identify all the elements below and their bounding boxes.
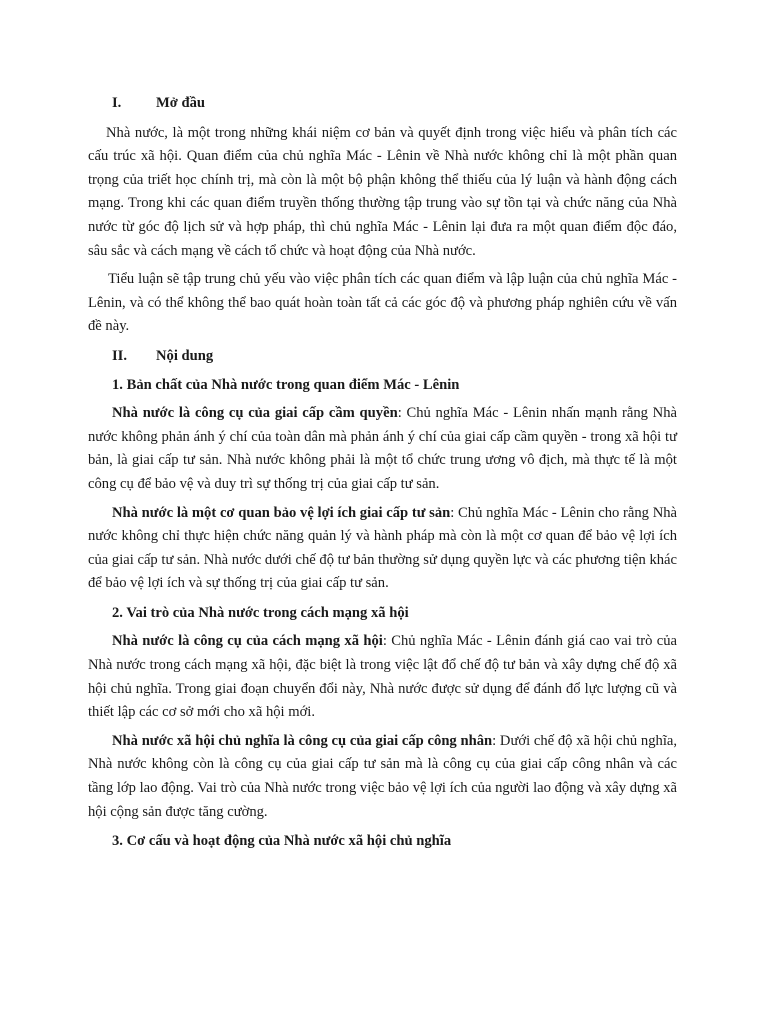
subsection-title-3: 3. Cơ cấu và hoạt động của Nhà nước xã hội chủ nghĩa xyxy=(112,833,452,850)
paragraph-body: : Chủ nghĩa Mác - Lênin cho rằng Nhà nước không chỉ thực hiện chức năng quản lý và hành pháp mà còn là một cơ quan để bảo vệ lợi ích của giai cấp tư sản. Nhà nước dưới chế độ tư bản thường sử dụng quyền lực và các phương tiện khác để bảo vệ lợi ích và sự thống trị của giai cấp tư sản. xyxy=(88,504,678,592)
paragraph-lead: Nhà nước là một cơ quan bảo vệ lợi ích giai cấp tư sản xyxy=(112,504,451,521)
section-heading-intro xyxy=(88,92,677,116)
paragraph-lead: Nhà nước là công cụ của giai cấp cầm quyền xyxy=(112,405,398,422)
subsection-title-2: 2. Vai trò của Nhà nước trong cách mạng xã hội xyxy=(112,604,409,621)
document-page xyxy=(88,92,677,854)
section-number: II. xyxy=(112,347,128,364)
subsection-title-1: 1. Bản chất của Nhà nước trong quan điểm Mác - Lênin xyxy=(112,376,460,393)
paragraph-body: : Dưới chế độ xã hội chủ nghĩa, Nhà nước không còn là công cụ của giai cấp tư sản mà là công cụ của giai cấp công nhân và các tầng lớp lao động. Vai trò của Nhà nước trong việc bảo vệ lợi ích của người lao động và xây dựng xã hội cộng sản được tăng cường. xyxy=(88,732,677,820)
section-heading-content xyxy=(88,345,677,369)
paragraph-body: : Chủ nghĩa Mác - Lênin nhấn mạnh rằng Nhà nước không phản ánh ý chí của toàn dân mà phản ánh ý chí của giai cấp cầm quyền - trong xã hội tư bản, là giai cấp tư sản. Nhà nước không phải là một tổ chức trung ương vô địch, mà thực tế là một công cụ để bảo vệ và duy trì sự thống trị của giai cấp tư sản. xyxy=(88,405,677,492)
subsection-1-paragraph-1 xyxy=(88,402,677,496)
subsection-2-paragraph-2 xyxy=(88,730,677,824)
subsection-2-paragraph-1 xyxy=(88,630,677,724)
section-title: Mở đầu xyxy=(156,95,206,111)
paragraph-lead: Nhà nước là công cụ của cách mạng xã hội xyxy=(112,633,383,650)
intro-paragraph-1: Nhà nước, là một trong những khái niệm cơ bản và quyết định trong việc hiểu và phân tích các cấu trúc xã hội. Quan điểm của chủ nghĩa Mác - Lênin về Nhà nước không chỉ là một phần quan trọng của triết học chính trị, mà còn là một bộ phận không thể thiếu của lý luận và hành động cách mạng. Trong khi các quan điểm truyền thống thường tập trung vào sự tồn tại và chức năng của Nhà nước từ góc độ lịch sử và hợp pháp, thì chủ nghĩa Mác - Lênin lại đưa ra một quan điểm độc đáo, sâu sắc và cách mạng về cách tổ chức và hoạt động của Nhà nước. xyxy=(88,124,677,259)
paragraph-body: : Chủ nghĩa Mác - Lênin đánh giá cao vai trò của Nhà nước trong cách mạng xã hội, đặc biệt là trong việc lật đổ chế độ tư bản và xây dựng chế độ xã hội chủ nghĩa. Trong giai đoạn chuyển đổi này, Nhà nước được sử dụng để đánh đổ lực lượng cũ và thiết lập các cơ sở mới cho xã hội mới. xyxy=(88,633,677,721)
section-title: Nội dung xyxy=(156,347,214,364)
section-number: I. xyxy=(112,95,122,111)
intro-paragraph-2: Tiểu luận sẽ tập trung chủ yếu vào việc phân tích các quan điểm và lập luận của chủ nghĩa Mác - Lênin, và có thể không thể bao quát hoàn toàn tất cả các góc độ và phương pháp nghiên cứu về vấn đề này. xyxy=(88,271,677,335)
subsection-1-paragraph-2 xyxy=(88,502,677,596)
paragraph-lead: Nhà nước xã hội chủ nghĩa là công cụ của giai cấp công nhân xyxy=(112,732,493,749)
